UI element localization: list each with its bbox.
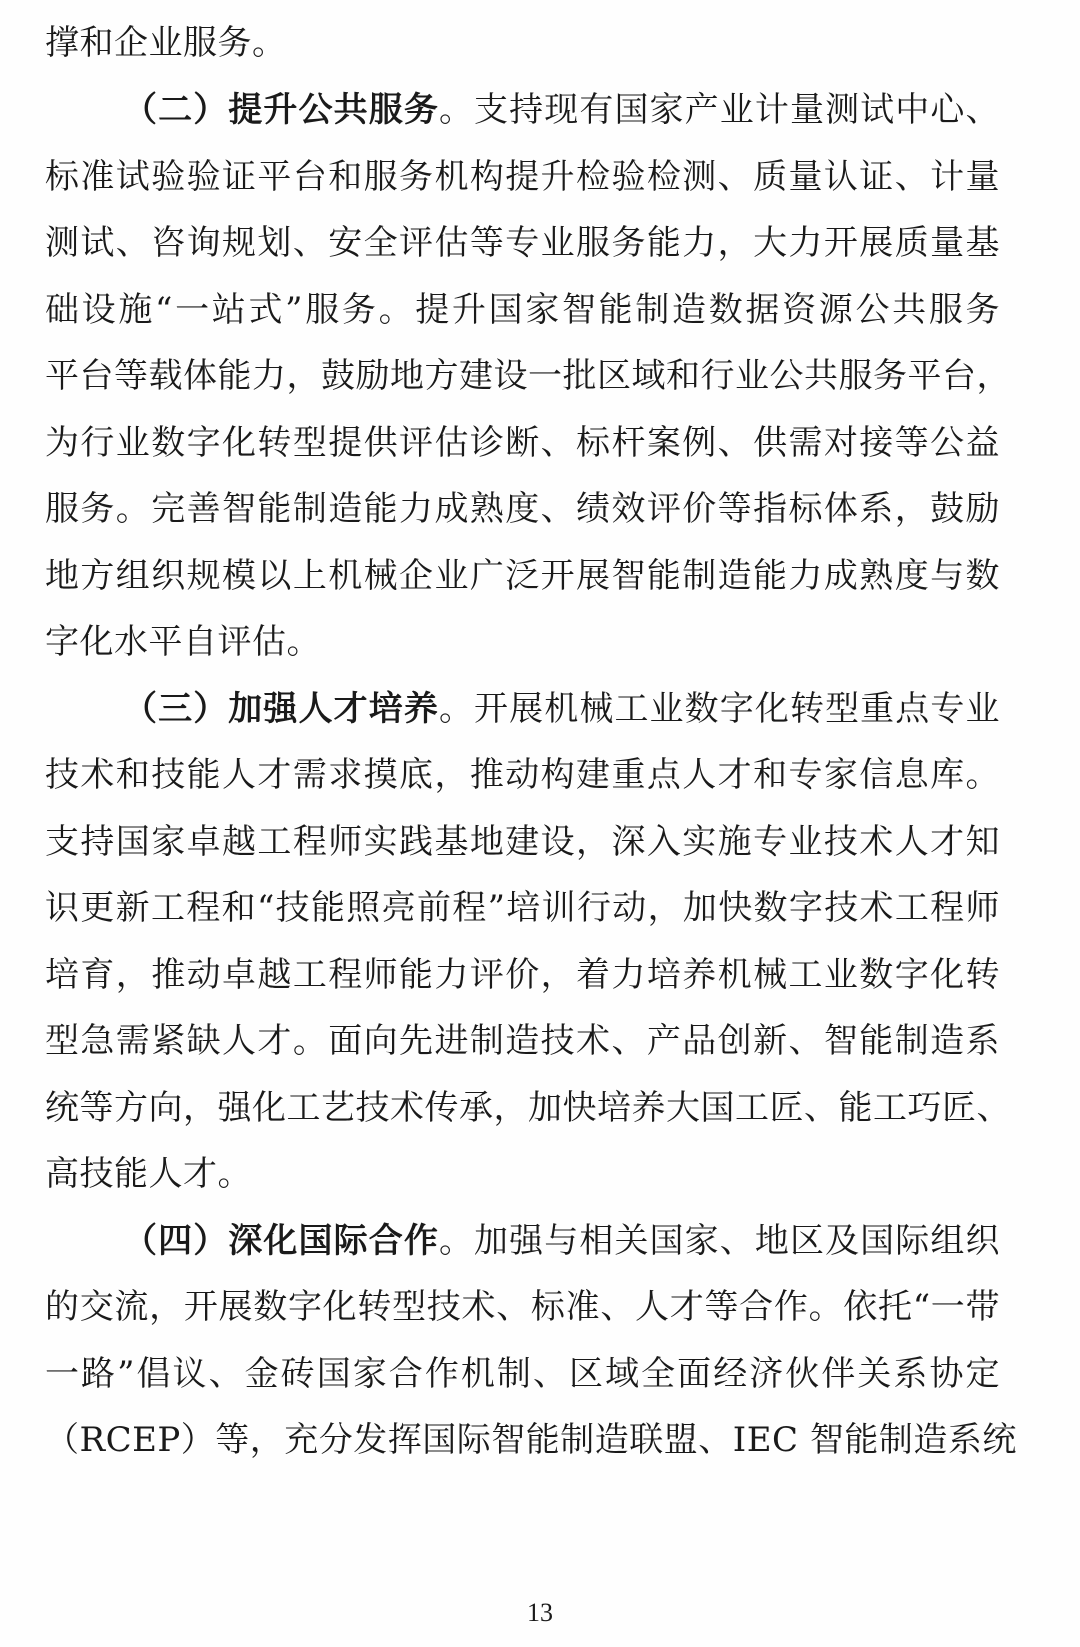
section-3-line-5: 培育，推动卓越工程师能力评价，着力培养机械工业数字化转	[45, 955, 1000, 995]
page-number: 13	[527, 1598, 553, 1627]
section-2-text: 。支持现有国家产业计量测试中心、	[438, 90, 1000, 130]
section-3-heading: （三）加强人才培养	[123, 689, 439, 729]
section-2-line-8: 地方组织规模以上机械企业广泛开展智能制造能力成熟度与数	[45, 556, 1000, 596]
section-4-heading: （四）深化国际合作	[123, 1221, 439, 1261]
section-2-line-3: 测试、咨询规划、安全评估等专业服务能力，大力开展质量基	[45, 223, 1000, 263]
section-2-line-5: 平台等载体能力，鼓励地方建设一批区域和行业公共服务平台，	[45, 356, 1011, 396]
section-3-line-2: 技术和技能人才需求摸底，推动构建重点人才和专家信息库。	[45, 755, 1000, 795]
section-3-text: 。开展机械工业数字化转型重点专业	[438, 689, 1000, 729]
section-2-line-9: 字化水平自评估。	[45, 622, 321, 662]
section-3-line-8: 高技能人才。	[45, 1154, 252, 1194]
section-2-line-2: 标准试验验证平台和服务机构提升检验检测、质量认证、计量	[45, 157, 1000, 197]
section-3-line-4: 识更新工程和“技能照亮前程”培训行动，加快数字技术工程师	[45, 888, 1000, 928]
section-2-line-4: 础设施“一站式”服务。提升国家智能制造数据资源公共服务	[45, 290, 1000, 330]
section-3-line-3: 支持国家卓越工程师实践基地建设，深入实施专业技术人才知	[45, 822, 1000, 862]
section-2-line-7: 服务。完善智能制造能力成熟度、绩效评价等指标体系，鼓励	[45, 489, 1000, 529]
section-2-heading: （二）提升公共服务	[123, 90, 439, 130]
section-2-heading-line	[45, 85, 1000, 135]
section-4-line-2: 的交流，开展数字化转型技术、标准、人才等合作。依托“一带	[45, 1287, 1000, 1327]
section-4-text: 。加强与相关国家、地区及国际组织	[438, 1221, 1000, 1261]
section-3-line-6: 型急需紧缺人才。面向先进制造技术、产品创新、智能制造系	[45, 1021, 1000, 1061]
section-4-line-3: 一路”倡议、金砖国家合作机制、区域全面经济伙伴关系协定	[45, 1354, 1000, 1394]
section-4-line-4: （RCEP）等，充分发挥国际智能制造联盟、IEC 智能制造系统	[45, 1420, 1017, 1460]
paragraph-1-line-1: 撑和企业服务。	[45, 23, 287, 63]
section-3-line-7: 统等方向，强化工艺技术传承，加快培养大国工匠、能工巧匠、	[45, 1088, 1011, 1128]
section-3-heading-line	[45, 684, 1000, 734]
section-4-heading-line	[45, 1216, 1000, 1266]
section-2-line-6: 为行业数字化转型提供评估诊断、标杆案例、供需对接等公益	[45, 423, 1000, 463]
